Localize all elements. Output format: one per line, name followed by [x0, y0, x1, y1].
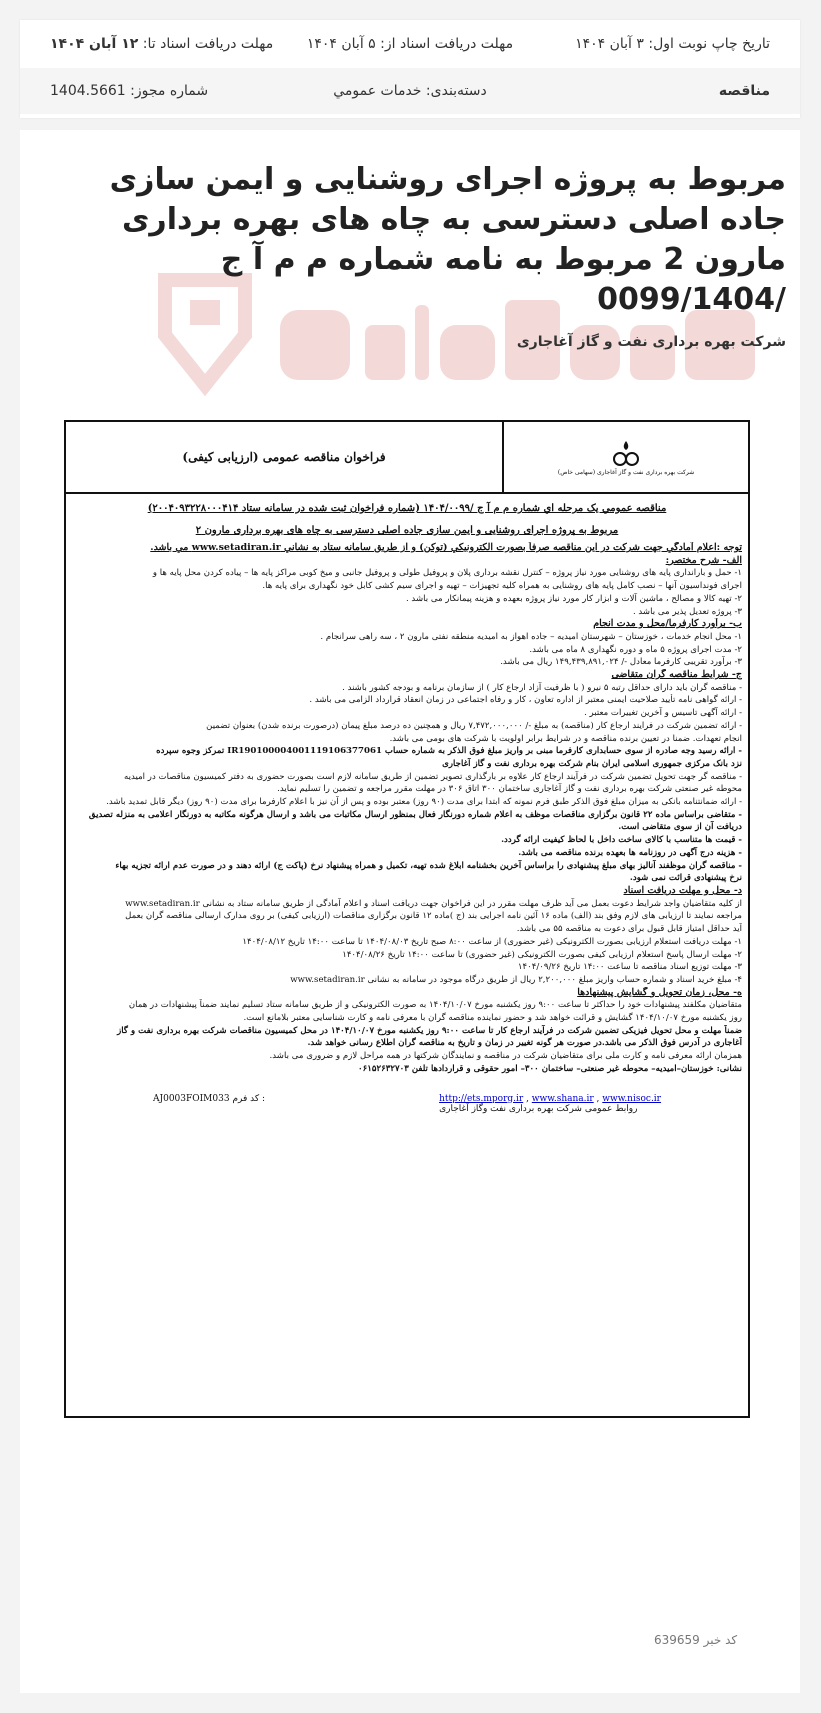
news-code: کد خبر 639659	[654, 1633, 738, 1647]
license-number: شماره مجوز: 1404.5661	[50, 83, 209, 99]
category: دسته‌بندی: خدمات عمومي	[333, 83, 487, 99]
document-line: - مناقصه گران موظفند آنالیز بهای مبلغ پیشنهادی را براساس آخرین بخشنامه ابلاغ شده تهیه، تکمیل و همراه پیشنهاد نرخ (پاکت ج) ارائه دهند و در صورت عدم ارائه تجزیه بهاء	[115, 860, 742, 871]
document-line: محوطه غیر صنعتی شرکت بهره برداری نفت و گاز آغاجاری ساختمان ۳۰۰ اتاق ۳۰۶ در مهلت مقرر مراجعه و تضمین را تسلیم نماید.	[277, 784, 742, 795]
print-date: تاریخ چاپ نوبت اول: ۳ آبان ۱۴۰۴	[575, 36, 770, 52]
document-line: انجام تعهدات. ضمنا در تعیین برنده مناقصه و در شرایط برابر اولویت با شرکت های بومی می باشد.	[389, 733, 742, 744]
doc-to-value: ۱۲ آبان ۱۴۰۴	[50, 36, 139, 52]
document-line: از کلیه متقاضیان واجد شرایط دعوت بعمل می آید ظرف مهلت مقرر در این فراخوان جهت دریافت اسناد و اعلام آمادگی از طریق سامانه ستاد به نشانی www.setadiran.ir	[125, 898, 742, 909]
document-line: ۳- برآورد تقریبی کارفرما معادل -/ ۱۴۹,۴۳۹,۸۹۱,۰۲۴ ریال می باشد.	[500, 657, 742, 668]
document-body	[66, 494, 748, 1080]
document-line: د- محل و مهلت دریافت اسناد	[623, 884, 742, 896]
document-line: مناقصه عمومي يک مرحله اي شماره م م آ ج /۱۴۰۴/۰۰۹۹ (شماره فراخوان ثبت شده در سامانه ستاد ۲۰۰۴۰۹۳۲۲۸۰۰۰۴۱۴)	[147, 503, 667, 514]
form-code: AJ0003FOIM033	[152, 1093, 230, 1104]
document-line: روز یکشنبه مورخ ۱۴۰۴/۱۰/۰۷ گشایش و قرائت خواهد شد و حضور نماینده مناقصه گران با معرفی نامه و کارت شناسایی معتبر بلامانع است.	[243, 1013, 742, 1024]
document-line: دریافت آن از سوی متقاضی است.	[618, 822, 742, 833]
document-line: نزد بانک مرکزی جمهوری اسلامی ایران بنام شرکت بهره برداری نفت و گاز آغاجاری	[442, 758, 742, 769]
document-line: ج- شرایط مناقصه گران متقاضی	[611, 669, 742, 681]
document-line: ضمناً مهلت و محل تحویل فیزیکی تضمین شرکت در فرآیند ارجاع کار تا ساعت ۹:۰۰ روز یکشنبه مورخ ۱۴۰۴/۱۰/۰۷ در محل کمیسیون مناقصات شرکت بهره برداری نفت و گاز	[117, 1025, 742, 1036]
document-line: همزمان ارائه معرفی نامه و کارت ملی برای متقاضیان شرکت در مناقصه و نمایندگان شرکتها در همه مراحل لازم و ضروری می باشد.	[269, 1051, 742, 1062]
logo-text: شرکت بهره برداری نفت و گاز آغاجاری (سهامی خاص)	[557, 468, 695, 476]
document-line: - قیمت ها متناسب با کالای ساخت داخل با لحاظ کیفیت ارائه گردد.	[501, 835, 742, 846]
dates-row	[20, 20, 800, 68]
doc-to-label: مهلت دریافت اسناد تا:	[142, 36, 274, 52]
page-header	[20, 130, 800, 420]
document-line: ۲- تهیه کالا و مصالح ، ماشین آلات و ابزار کار مورد نیاز پروژه بعهده و هزینه پیمانکار می باشد .	[405, 593, 742, 604]
document-line: - ارائه آگهی تاسیس و آخرین تغییرات معتبر .	[584, 708, 742, 719]
tender-info-card	[20, 20, 800, 118]
meta-row	[20, 68, 800, 114]
document-line: متقاضیان مکلفند پیشنهادات خود را حداکثر تا ساعت ۹:۰۰ روز یکشنبه مورخ ۱۴۰۴/۱۰/۰۷ به صورت الکترونیکی و از طریق سامانه ستاد تسلیم نمایند ضمناً پیشنهادات در همان	[128, 1000, 742, 1011]
document-line: - ارائه گواهی نامه تأیید صلاحیت ایمنی معتبر از اداره تعاون ، کار و رفاه اجتماعی در زمان انعقاد قرارداد الزامی می باشد .	[309, 695, 742, 706]
public-relations: روابط عمومی شرکت بهره برداری نفت وگاز آغاجاری	[439, 1103, 638, 1114]
link-nisoc[interactable]: www.nisoc.ir	[602, 1093, 661, 1104]
document-line: - ارائه تضمین شرکت در فرایند ارجاع کار (مناقصه) به مبلغ -/ ۷,۴۷۲,۰۰۰,۰۰۰ ریال و همچنین ده درصد مبلغ پیمان (درصورت برنده شدن) بعنوان تضمین	[206, 720, 742, 731]
document-line: ۱- محل انجام خدمات ، خوزستان – شهرستان امیدیه – جاده اهواز به امیدیه منطقه نفتی مارون ۲ ، سه راهی سرانجام .	[320, 631, 742, 642]
document-line: الف- شرح مختصر:	[665, 554, 742, 566]
oil-company-logo-icon	[611, 439, 641, 469]
document-line: ۱- حمل و بارانداری پایه های روشنایی مورد نیاز پروژه – کنترل نقشه برداری پلان و پروفیل طولی و پروفیل جانبی و میخ کوبی مراکز پایه ها – پیاده کردن محل پایه ها و	[152, 568, 742, 579]
document-line: نرخ پیشنهادی قرائت نمی شود.	[629, 873, 742, 884]
doc-to-date	[50, 36, 290, 52]
document-line: اجرای فونداسیون آنها – نصب کامل پایه های روشنایی به همراه کلیه تجهیزات – تهیه و اجرای سیم کشی کابل خود نگهداری برای پایه ها.	[262, 581, 742, 592]
tender-document-image	[64, 420, 750, 1418]
document-line: آید حداقل امتیاز قابل قبول برای دعوت به مناقصه ۵۵ می باشد.	[516, 924, 742, 935]
document-line: مربوط به پروژه اجرای روشنایی و ایمن سازی جاده اصلی دسترسی به چاه های بهره برداری مارون ۲	[195, 525, 619, 536]
document-line: آغاجاری در آدرس فوق الذکر می باشد.در صورت هر گونه تغییر در زمان و تاریخ به مناقصه گران اطلاع رسانی خواهد شد.	[307, 1038, 742, 1049]
document-line: ۲- مدت اجرای پروژه ۵ ماه و دوره نگهداری ۸ ماه می باشد.	[529, 644, 742, 655]
document-line: - مناقصه گران باید دارای حداقل رتبه ۵ نیرو ( با ظرفیت آزاد ارجاع کار ) از سازمان برنامه و بودجه کشور باشند .	[342, 682, 742, 693]
company-name: شرکت بهره برداری نفت و گاز آغاجاری	[516, 334, 786, 350]
document-line: ه- محل، زمان تحویل و گشایش پیشنهادها	[577, 986, 742, 998]
document-heading: فراخوان مناقصه عمومی (ارزیابی کیفی)	[182, 450, 386, 464]
document-line: - هزینه درج آگهی در روزنامه ها بعهده برنده مناقصه می باشد.	[518, 847, 742, 858]
link-ets[interactable]: http://ets.mporg.ir	[439, 1093, 524, 1104]
document-line: ۳- مهلت توزیع اسناد مناقصه تا ساعت ۱۴:۰۰ تاریخ ۱۴۰۴/۰۹/۲۶	[517, 962, 742, 973]
document-line: - مناقصه گر جهت تحویل تضمین شرکت در فرآیند ارجاع کار علاوه بر بارگذاری تصویر تضمین از طریق سامانه لازم است بصورت حضوری به دفتر کمیسیون مناقصات در امیدیه	[123, 771, 742, 782]
form-code-label: کد فرم :	[232, 1093, 266, 1104]
document-line: ۱- مهلت دریافت استعلام ارزیابی بصورت الکترونیکی (غیر حضوری) از ساعت ۸:۰۰ صبح تاریخ ۱۴۰۴/۰۸/۰۳ تا ساعت ۱۴:۰۰ تاریخ ۱۴۰۴/۰۸/۱۲	[242, 936, 742, 947]
document-line: - ارائه ضمانتنامه بانکی به میزان مبلغ فوق الذکر طبق فرم نمونه که ابتدا برای مدت (۹۰ روز) معتبر بوده و پس از آن نیز با اعلام کارفرما برای مدت (۹۰ روز) دیگر قابل تمدید باشد.	[106, 797, 742, 808]
main-content	[20, 130, 800, 1693]
document-line: ۳- پروژه تعدیل پذیر می باشد .	[632, 606, 742, 617]
page-title: مربوط به پروژه اجرای روشنایی و ایمن سازی جاده اصلی دسترسی به چاه های بهره برداری مارون 2 مربوط به نامه شماره م م آ ج /0099/1404	[109, 162, 786, 317]
document-line: نشانی: خوزستان–امیدیه– محوطه غیر صنعتی– ساختمان ۳۰۰– امور حقوقی و قراردادها تلفن ۰۶۱۵۲۶۳۲۷۰۳	[358, 1063, 742, 1074]
doc-from-date: مهلت دریافت اسناد از: ۵ آبان ۱۴۰۴	[306, 36, 514, 52]
document-footer: AJ0003FOIM033 کد فرم : http://ets.mporg.ir , www.shana.ir , www.nisoc.ir روابط عمومی شرکت بهره برداری نفت وگاز آغاجاری	[152, 1093, 661, 1114]
document-line: مراجعه نمایند تا ارزیابی های لازم وفق بند (الف) ماده ۱۶ آئین نامه اجرایی بند (ج )ماده ۱۲ قانون برگزاری مناقصات (ارزیابی کیفی) بر روی مدارک ارسالی مناقصه گران بعمل	[125, 911, 742, 922]
document-line: ۲- مهلت ارسال پاسخ استعلام ارزیابی کیفی بصورت الکترونیکی (غیر حضوری) تا ساعت ۱۴:۰۰ تاریخ ۱۴۰۴/۰۸/۲۶	[342, 949, 742, 960]
link-shana[interactable]: www.shana.ir	[531, 1093, 594, 1104]
document-line: ب- برآورد کارفرما/محل و مدت انجام	[593, 618, 742, 630]
document-line: ۴- مبلغ خرید اسناد و شماره حساب واریز مبلغ ۲,۲۰۰,۰۰۰ ریال از طریق درگاه موجود در سامانه به نشانی www.setadiran.ir	[290, 974, 742, 985]
document-line: - متقاضی براساس ماده ۲۲ قانون برگزاری مناقصات موظف به اعلام شماره دورنگار فعال بمنظور ارسال مکاتبات می باشد و ارسال هرگونه مکاتبه به دورنگار اعلامی به منزله تصدیق	[88, 809, 742, 820]
tender-type: مناقصه	[718, 83, 770, 99]
nisoc-logo	[502, 422, 748, 492]
document-line: - ارائه رسید وجه صادره از سوی حسابداری کارفرما مبنی بر واریز مبلغ فوق الذکر به شماره حساب IR190100004001119106377061 تمرکز وجوه سپرده	[156, 746, 742, 757]
document-line: توجه :اعلام آمادگي جهت شرکت در اين مناقصه صرفاً بصورت الکترونيکي (توکن) و از طريق سامانه ستاد به نشاني www.setadiran.ir مي باشد.	[150, 542, 742, 553]
